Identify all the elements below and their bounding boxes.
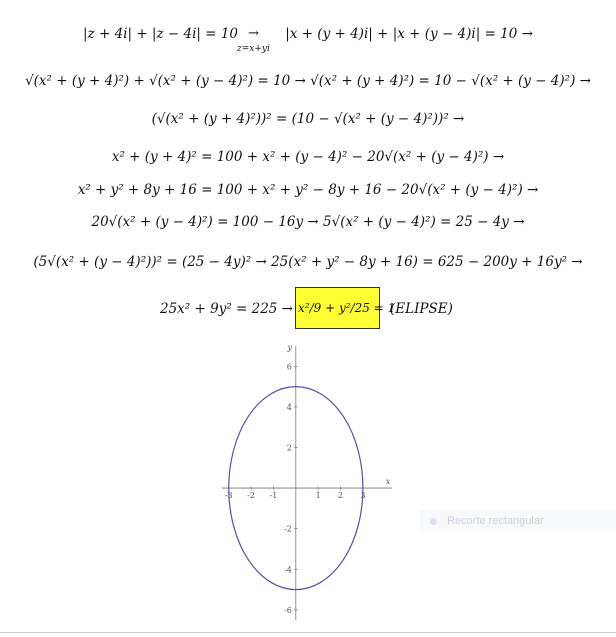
result-equation: x²/9 + y²/25 = 1 xyxy=(298,301,396,315)
line2-text: √(x² + (y + 4)²) + √(x² + (y − 4)²) = 10 → √(x² + (y + 4)²) = 10 − √(x² + (y − 4)²) → xyxy=(25,73,591,89)
x-tick-label: -3 xyxy=(224,491,233,501)
y-tick-label: 2 xyxy=(286,443,292,453)
x-tick-label: 1 xyxy=(315,491,321,501)
derivation-line-5 xyxy=(0,182,616,198)
x-tick-label: -2 xyxy=(247,491,255,501)
derivation-line-4 xyxy=(0,149,616,165)
substitution-arrow-icon: → xyxy=(248,26,259,41)
derivation-line-6 xyxy=(0,214,616,230)
line7-text: (5√(x² + (y − 4)²))² = (25 − 4y)² → 25(x² + y² − 8y + 16) = 625 − 200y + 16y² → xyxy=(33,254,583,270)
line8-lhs: 25x² + 9y² = 225 → xyxy=(160,301,293,317)
line3-text: (√(x² + (y + 4)²))² = (10 − √(x² + (y − 4)²))² → xyxy=(151,111,465,127)
graph-axes xyxy=(222,346,392,620)
x-axis-label: x xyxy=(385,477,391,487)
ellipse-graph xyxy=(212,338,402,628)
line1-rhs: |x + (y + 4)i| + |x + (y − 4)i| = 10 → xyxy=(285,26,533,42)
line1-lhs: |z + 4i| + |z − 4i| = 10 xyxy=(83,26,239,42)
x-tick-label: 2 xyxy=(338,491,344,501)
line6-text: 20√(x² + (y − 4)²) = 100 − 16y → 5√(x² + (y − 4)²) = 25 − 4y → xyxy=(91,214,525,230)
snip-tool-hint xyxy=(420,510,616,532)
y-tick-label: 6 xyxy=(286,362,292,372)
substitution-note: z=x+yi xyxy=(237,44,270,54)
record-dot-icon xyxy=(430,518,437,525)
graph-labels xyxy=(225,343,391,615)
y-tick-label: 4 xyxy=(286,402,292,412)
line5-text: x² + y² + 8y + 16 = 100 + x² + y² − 8y + 16 − 20√(x² + (y − 4)²) → xyxy=(77,182,539,198)
derivation-line-1 xyxy=(0,26,616,42)
result-label: (ELIPSE) xyxy=(390,301,453,317)
derivation-line-7 xyxy=(0,254,616,270)
bottom-divider xyxy=(0,632,616,633)
snip-tool-label: Recorte rectangular xyxy=(447,515,544,527)
line4-text: x² + (y + 4)² = 100 + x² + (y − 4)² − 20√(x² + (y − 4)²) → xyxy=(111,149,505,165)
y-tick-label: -4 xyxy=(284,565,292,575)
y-axis-label: y xyxy=(287,343,293,352)
y-tick-label: -2 xyxy=(284,524,292,534)
x-tick-label: 3 xyxy=(360,491,366,501)
x-tick-label: -1 xyxy=(269,491,278,501)
derivation-line-3 xyxy=(0,111,616,127)
y-tick-label: -6 xyxy=(284,605,292,615)
derivation-line-2 xyxy=(0,73,616,89)
